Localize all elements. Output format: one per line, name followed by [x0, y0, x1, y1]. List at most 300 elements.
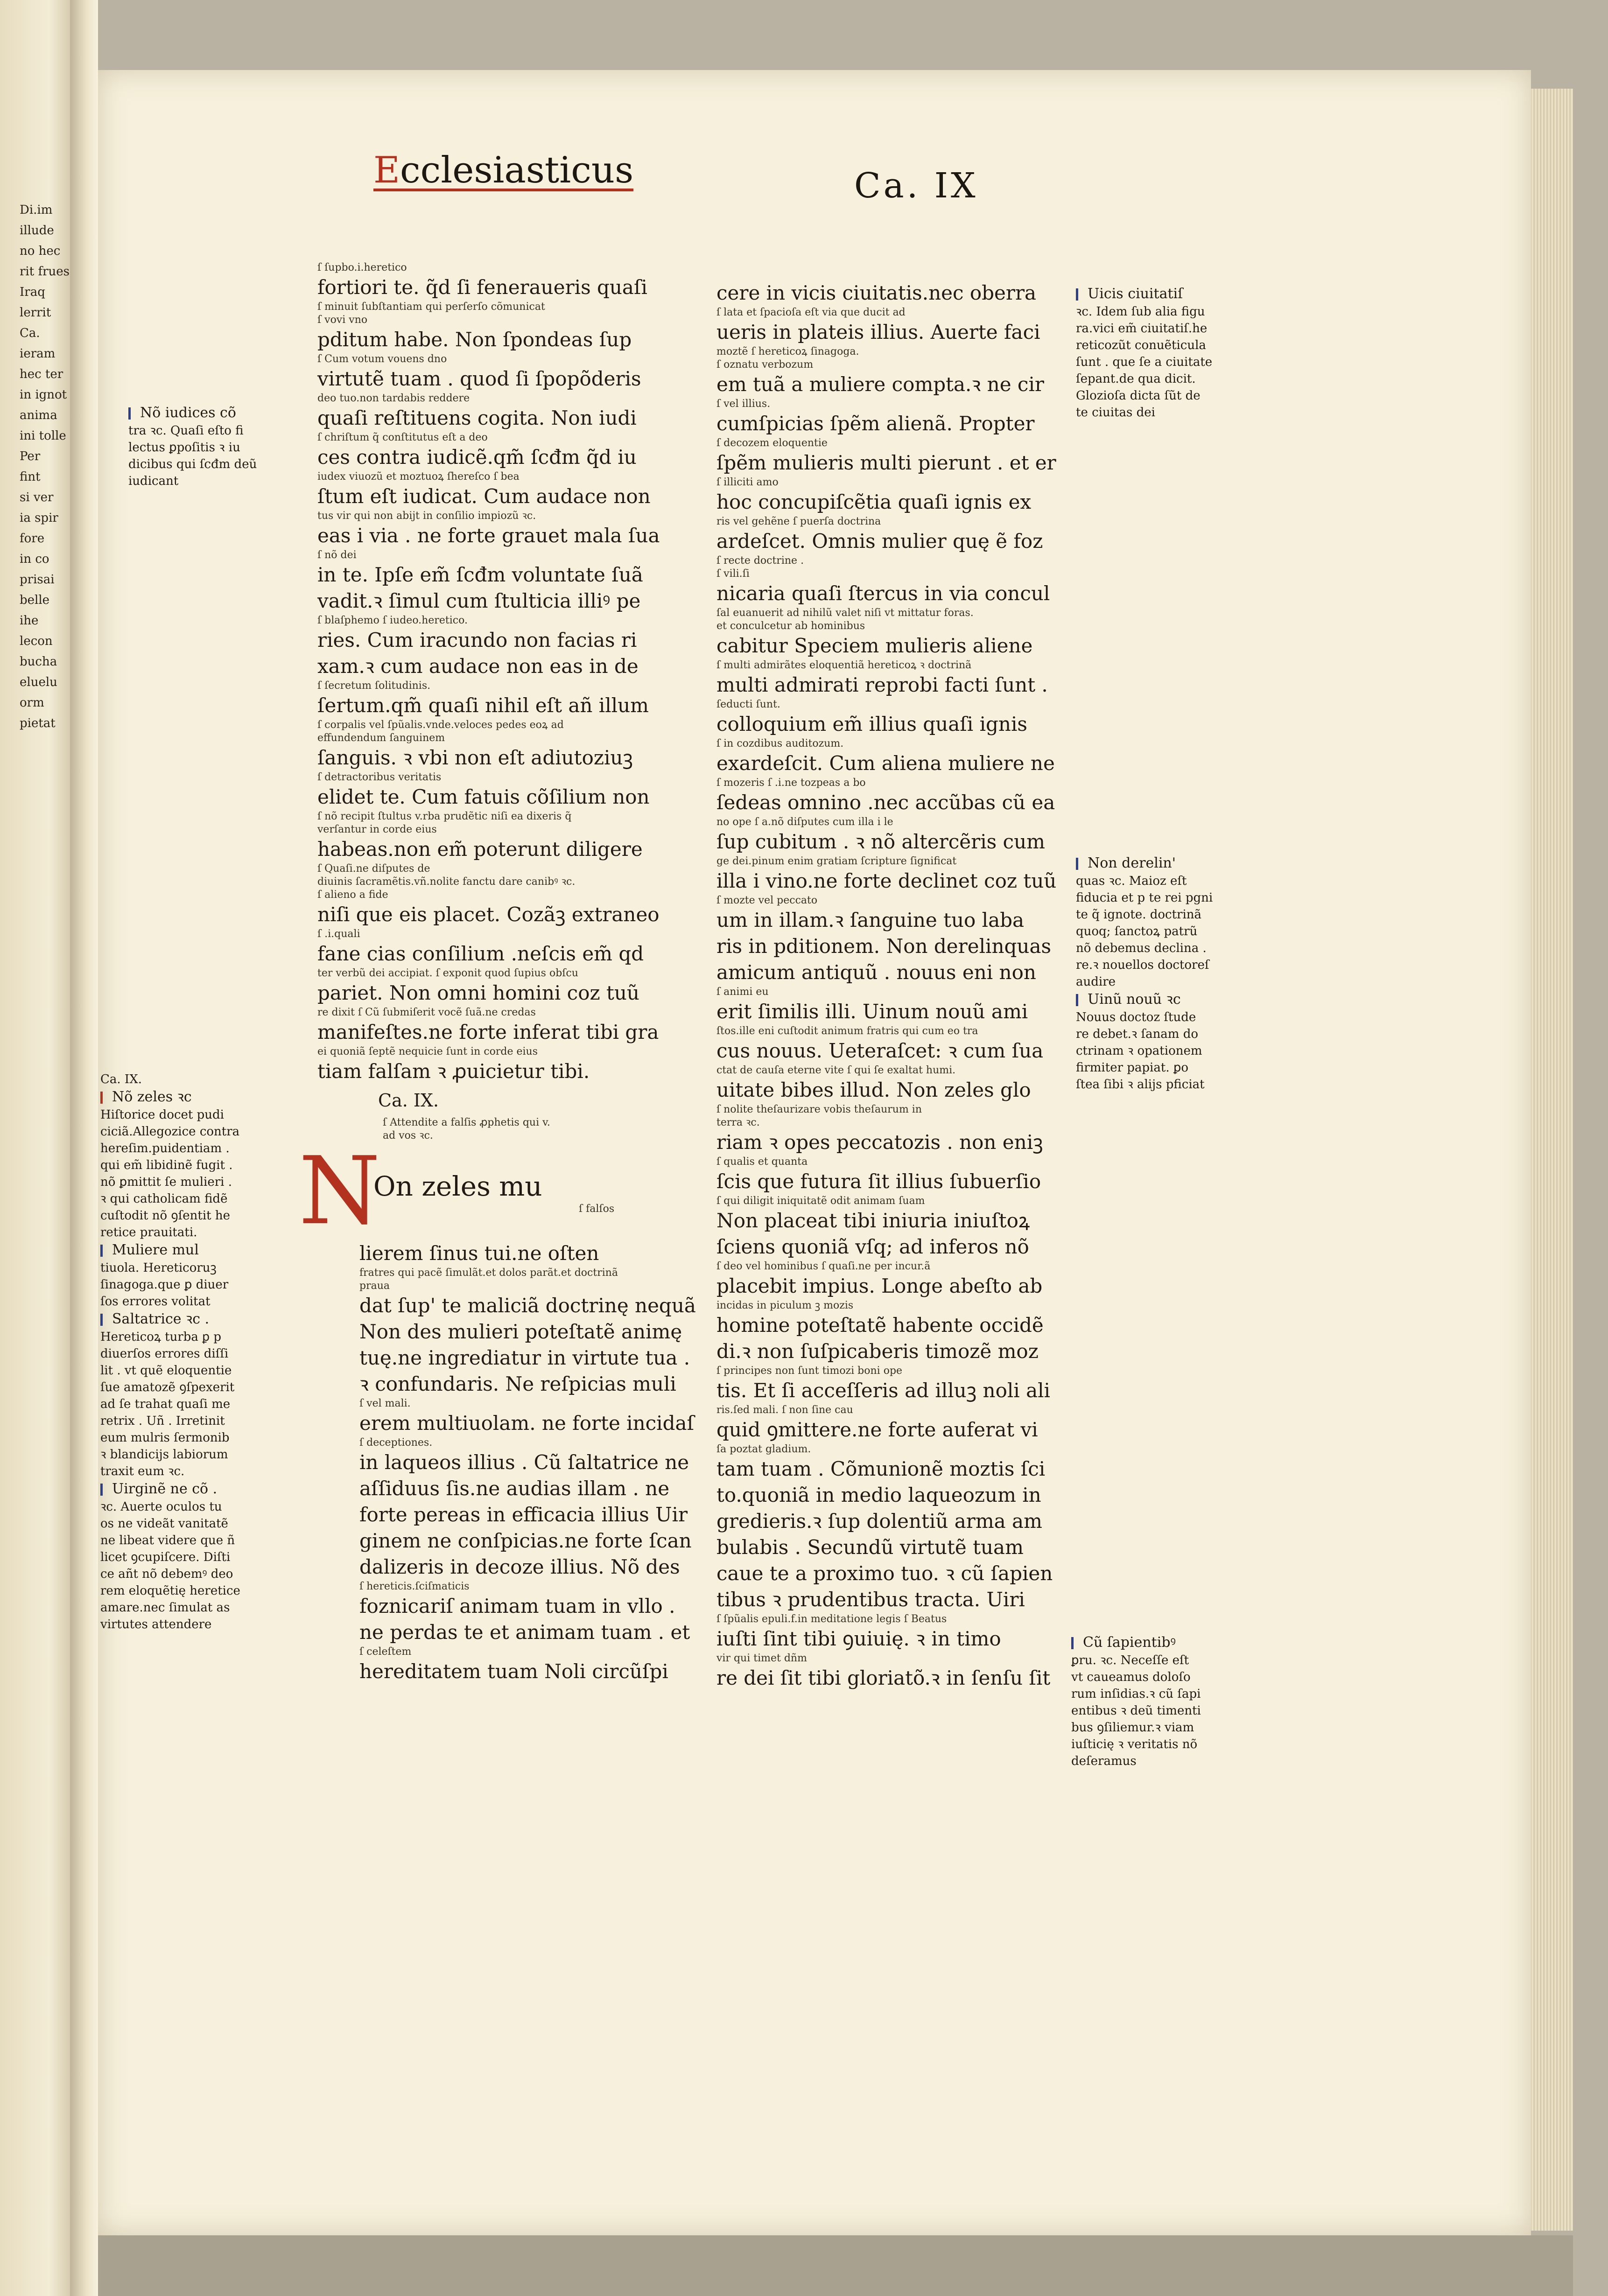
margin-text: rum inſidias.ꝛ cũ ſapi [1071, 1687, 1201, 1701]
gloss-line: ſ ſecretum ſolitudinis. [317, 680, 431, 692]
margin-text: Hiſtorice docet pudi [100, 1108, 224, 1122]
gloss-line: ſ lata et ſpacioſa eſt via que ducit ad [716, 307, 906, 318]
margin-text: qui em̃ libidinẽ fugit . [100, 1158, 233, 1172]
gloss-line: ris vel gehẽne ſ puerſa doctrina [716, 516, 881, 527]
text-line: ardeſcet. Omnis mulier quę ẽ foz [716, 530, 1043, 553]
text-line: ſpẽm mulieris multi pierunt . et er [716, 451, 1056, 474]
margin-text: Uinũ nouũ ꝛc [1088, 991, 1181, 1008]
margin-text: Nouus doctoz ſtude [1076, 1010, 1196, 1024]
margin-text: re debet.ꝛ ſanam do [1076, 1027, 1199, 1041]
margin-line [100, 1224, 240, 1241]
text-line: fortiori te. q̃d ſi feneraueris quaſi [317, 276, 647, 299]
margin-text: hereſim.puidentiam . [100, 1141, 230, 1155]
margin-text: lectus ꝑpoſitis ꝛ iu [128, 441, 240, 455]
gloss-line: ſ ſpũalis epuli.f.in meditatione legis ſ Beatus [716, 1613, 947, 1625]
text-line: um in illam.ꝛ ſanguine tuo laba [716, 909, 1025, 931]
left-page-fragment: anima [20, 408, 57, 422]
text-line: cumſpicias ſpẽm alienã. Propter [716, 412, 1035, 435]
gloss-line: ſ celeſtem [359, 1646, 412, 1658]
gloss-line: ſ nõ recipit ſtultus v.rba prudẽtic niſi ea dixeris q̃ [317, 811, 572, 822]
margin-text: ſos errores volitat [100, 1295, 211, 1309]
gloss-line: ſ illiciti amo [716, 476, 779, 488]
text-line: ſtum eſt iudicat. Cum audace non [317, 485, 651, 508]
margin-line [1076, 371, 1212, 387]
margin-line [1076, 906, 1213, 923]
margin-line [1076, 303, 1212, 320]
margin-note-right-3 [1071, 1633, 1201, 1770]
chapter-subheading: Ca. IX. [378, 1090, 439, 1111]
margin-line [1071, 1736, 1201, 1753]
margin-text: os ne videãt vanitatẽ [100, 1517, 228, 1531]
text-line: homine poteſtatẽ habente occidẽ [716, 1314, 1044, 1337]
text-line: Non placeat tibi iniuria iniuſtoꝝ [716, 1209, 1030, 1232]
gloss-line: ſ mozeris ſ .i.ne tozpeas a bo [716, 777, 866, 789]
paragraph-mark-icon [100, 1245, 109, 1257]
text-line: colloquium em̃ illius quaſi ignis [716, 713, 1027, 735]
left-page-fragment: fore [20, 532, 45, 546]
left-page-fragment: ini tolle [20, 429, 66, 443]
margin-text: nõ debemus declina . [1076, 941, 1207, 955]
book-shadow [98, 2235, 1573, 2296]
gloss-line: ſtos.ille eni cuſtodit animum fratris qui cum eo tra [716, 1025, 978, 1037]
gloss-line: et conculcetur ab hominibus [716, 620, 865, 632]
left-page-fragment: Iraq [20, 285, 45, 299]
margin-line [1076, 337, 1212, 354]
incipit-text: On zeles mu [373, 1170, 542, 1202]
margin-heading [1076, 285, 1212, 303]
gloss-line: ſ deceptiones. [359, 1437, 433, 1449]
text-line: to.quoniã in medio laqueozum in [716, 1484, 1041, 1506]
margin-line [128, 473, 257, 490]
gloss-line: ſ chriſtum q̃ conſtitutus eſt a deo [317, 432, 488, 443]
paragraph-mark-icon [1076, 858, 1085, 870]
gloss-line: terra ꝛc. [716, 1117, 760, 1128]
text-line: ginem ne conſpicias.ne forte ſcan [359, 1529, 692, 1552]
text-line: pariet. Non omni homini coz tuũ [317, 981, 639, 1004]
margin-text: traxit eum ꝛc. [100, 1464, 185, 1478]
gloss-line: diuinis ſacramẽtis.vñ.nolite fanctu dare canibꝰ ꝛc. [317, 876, 576, 888]
gloss-line: ſ corpalis vel ſpũalis.vnde.veloces pedes eoꝝ ad [317, 719, 564, 731]
margin-line [100, 1276, 240, 1293]
text-line: tam tuam . Cõmunionẽ moztis ſci [716, 1457, 1046, 1480]
chapter-heading: Ca. IX [854, 166, 978, 206]
gloss-line: ter verbũ dei accipiat. ſ exponit quod ſupius obſcu [317, 967, 578, 979]
page-edges [1531, 89, 1573, 2231]
left-page-fragment: Per [20, 449, 41, 463]
text-line: ueris in plateis illius. Auerte faci [716, 321, 1040, 343]
gloss-line: ſ multi admirãtes eloquentiã hereticoꝝ ꝛ doctrinã [716, 659, 972, 671]
margin-line [1076, 404, 1212, 421]
text-line: elidet te. Cum fatuis cõſilium non [317, 785, 650, 808]
margin-text: rem eloquẽtię heretice [100, 1584, 240, 1598]
text-line: ſup cubitum . ꝛ nõ altercẽris cum [716, 830, 1045, 853]
gloss-line: iudex viuozũ et moztuoꝝ ſhereſco ſ bea [317, 471, 520, 483]
margin-text: nõ ꝑmittit ſe mulieri . [100, 1175, 232, 1189]
margin-line [1071, 1719, 1201, 1736]
text-line: ſanguis. ꝛ vbi non eſt adiutoziuꝫ [317, 746, 633, 769]
margin-line [1076, 1076, 1213, 1093]
text-line: quaſi reſtituens cogita. Non iudi [317, 406, 637, 429]
text-line: amicum antiquũ . nouus eni non [716, 961, 1036, 984]
margin-text: ꝛ blandicijs labiorum [100, 1448, 228, 1462]
gloss-line: ſ falſos [579, 1203, 615, 1215]
text-line: dat ſup' te maliciã doctrinę nequã [359, 1294, 696, 1317]
margin-text: ne libeat videre que ñ [100, 1533, 235, 1547]
margin-line [1076, 1043, 1213, 1059]
margin-text: lit . vt quẽ eloquentie [100, 1364, 232, 1378]
text-line: uitate bibes illud. Non zeles glo [716, 1078, 1031, 1101]
margin-text: audire [1076, 975, 1116, 989]
text-line: manifeſtes.ne forte inferat tibi gra [317, 1021, 659, 1043]
margin-line [100, 1190, 240, 1207]
margin-heading [128, 404, 257, 422]
text-line: tiam falſam ꝛ ꝓuicietur tibi. [317, 1060, 590, 1083]
margin-line [1076, 1026, 1213, 1043]
text-column-right [716, 280, 1057, 1691]
text-line: riam ꝛ opes peccatozis . non eniꝫ [716, 1131, 1043, 1154]
text-line: exardeſcit. Cum aliena muliere ne [716, 752, 1055, 775]
margin-text: Glozioſa dicta ſũt de [1076, 389, 1201, 403]
margin-line [1076, 889, 1213, 906]
left-page-fragment: no hec [20, 244, 61, 258]
margin-line [100, 1463, 240, 1480]
column-left-lines [317, 261, 660, 1085]
gloss-line: ſ qui diligit iniquitatẽ odit animam ſuam [716, 1195, 925, 1207]
margin-text: ctrinam ꝛ opationem [1076, 1044, 1202, 1058]
gloss-line: ſ alieno a fide [317, 889, 388, 901]
text-line: di.ꝛ non ſuſpicaberis timozẽ moz [716, 1340, 1039, 1363]
book-gutter [70, 0, 98, 2296]
paragraph-mark-icon [100, 1092, 109, 1104]
margin-line [1071, 1669, 1201, 1686]
left-page-fragment: bucha [20, 655, 57, 669]
margin-text: Nõ iudices cõ [140, 405, 236, 421]
gloss-line: ſ mozte vel peccato [716, 895, 818, 906]
margin-note-left-2 [100, 1071, 240, 1633]
paragraph-mark-icon [1076, 288, 1085, 301]
text-line: vadit.ꝛ ſimul cum ſtulticia illiꝰ pe [317, 589, 641, 612]
margin-text: re.ꝛ nouellos doctoreſ [1076, 958, 1209, 972]
paragraph-mark-icon [1071, 1637, 1080, 1649]
margin-text: Hereticoꝝ turba ꝑ p [100, 1330, 222, 1344]
margin-heading [100, 1480, 240, 1498]
gloss-line: ei quoniã ſeptẽ nequicie ſunt in corde eius [317, 1046, 538, 1057]
left-page-fragment: prisai [20, 573, 55, 587]
margin-text: virtutes attendere [100, 1617, 212, 1631]
margin-line [128, 456, 257, 473]
gloss-line: ſ animi eu [716, 986, 769, 998]
left-page-fragment: lecon [20, 634, 53, 648]
gloss-line: verſantur in corde eius [317, 824, 437, 835]
left-page-fragment: ieram [20, 347, 56, 361]
gloss-line: deo tuo.non tardabis reddere [317, 392, 470, 404]
margin-note-left-1 [128, 404, 257, 490]
margin-line [128, 439, 257, 456]
margin-text: ra.vici em̃ ciuitatiſ.he [1076, 322, 1208, 336]
margin-text: te ciuitas dei [1076, 406, 1155, 420]
text-line: cere in vicis ciuitatis.nec oberra [716, 281, 1037, 304]
left-page-fragment: Di.im [20, 203, 53, 217]
gloss-line: ſ blaſphemo ſ iudeo.heretico. [317, 615, 468, 626]
section-lines [359, 1240, 696, 1685]
gloss-line: ge dei.pinum enim gratiam ſcripture ſignificat [716, 855, 957, 867]
margin-heading [100, 1088, 240, 1106]
margin-line [1076, 873, 1213, 889]
text-line: niſi que eis placet. Cozãꝫ extraneo [317, 903, 660, 926]
left-page-fragment: pietat [20, 716, 56, 730]
gloss-line: ſ vovi vno [317, 314, 368, 326]
margin-text: fiducia et p te rei pgni [1076, 891, 1213, 905]
margin-text: tra ꝛc. Quaſi eſto fi [128, 424, 244, 438]
margin-line [100, 1582, 240, 1599]
text-line: in laqueos illius . Cũ ſaltatrice ne [359, 1451, 689, 1474]
margin-heading [100, 1310, 240, 1329]
gloss-line: vir qui timet dñm [716, 1652, 807, 1664]
margin-text: quoq; ſanctoꝝ patrũ [1076, 924, 1198, 938]
text-line: em tuã a muliere compta.ꝛ ne cir [716, 373, 1044, 396]
margin-text: ſunt . que ſe a ciuitate [1076, 355, 1213, 369]
margin-heading [100, 1241, 240, 1260]
margin-text: Uirginẽ ne cõ . [112, 1481, 218, 1497]
margin-text: amare.nec ſimulat as [100, 1601, 230, 1615]
gloss-line: ſ Quaſi.ne diſputes de [317, 863, 430, 875]
gloss-line: ſ minuit ſubſtantiam qui perſerſo cõmunicat [317, 301, 545, 313]
margin-line [100, 1140, 240, 1157]
margin-text: vt caueamus doloſo [1071, 1670, 1191, 1684]
margin-text: ſtea ſibi ꝛ alijs pficiat [1076, 1078, 1205, 1092]
decorated-initial: N [299, 1137, 380, 1246]
column-right-lines [716, 280, 1057, 1691]
text-line: ries. Cum iracundo non facias ri [317, 629, 637, 651]
gloss-line: ſ vili.ſi [716, 568, 750, 580]
margin-line [1071, 1686, 1201, 1702]
margin-heading [1076, 854, 1213, 873]
margin-line [128, 422, 257, 439]
margin-line [100, 1549, 240, 1566]
margin-text: Non derelin' [1088, 855, 1176, 871]
text-line: hoc concupiſcẽtia quaſi ignis ex [716, 490, 1032, 513]
text-line: placebit impius. Longe abeſto ab [716, 1274, 1043, 1297]
text-line: cus nouus. Ueteraſcet: ꝛ cum ſua [716, 1039, 1044, 1062]
margin-line [100, 1106, 240, 1123]
left-page-edge [0, 0, 70, 2296]
margin-text: Uicis ciuitatiſ [1088, 286, 1183, 302]
text-line: gredieris.ꝛ ſup dolentiũ arma am [716, 1510, 1042, 1533]
text-line: erem multiuolam. ne forte incidaſ [359, 1412, 695, 1435]
text-line: ſcis que futura ſit illius ſubuerſio [716, 1170, 1041, 1193]
margin-text: entibus ꝛ deũ timenti [1071, 1704, 1201, 1718]
margin-heading [1071, 1633, 1201, 1652]
gloss-line: ſ oznatu verbozum [716, 359, 814, 371]
gloss-line: fratres qui pacẽ ſimulãt.et dolos parãt.et doctrinã [359, 1267, 618, 1279]
margin-text: ſepant.de qua dicit. [1076, 372, 1196, 386]
margin-line [100, 1515, 240, 1532]
left-page-fragment: rit frues [20, 265, 70, 279]
margin-line [1076, 923, 1213, 940]
margin-line [100, 1396, 240, 1413]
left-page-fragment: in co [20, 552, 49, 566]
gloss-line: ad vos ꝛc. [383, 1130, 433, 1141]
margin-text: Muliere mul [112, 1242, 199, 1258]
left-page-fragment: hec ter [20, 367, 63, 381]
margin-text: ꝑru. ꝛc. Neceſſe eſt [1071, 1653, 1189, 1667]
margin-text: reticozũt conuẽticula [1076, 338, 1206, 352]
gloss-line: ſ in cozdibus auditozum. [716, 738, 844, 749]
margin-line [1076, 940, 1213, 957]
margin-text: ad ſe trahat quaſi me [100, 1397, 231, 1411]
text-line: tuę.ne ingrediatur in virtute tua . [359, 1346, 690, 1369]
paragraph-mark-icon [100, 1314, 109, 1326]
margin-text: Ca. IX. [100, 1072, 142, 1086]
margin-line [100, 1345, 240, 1362]
left-page-fragment: illude [20, 224, 54, 238]
margin-text: te q̃ ignote. doctrinã [1076, 908, 1202, 922]
margin-line [100, 1532, 240, 1549]
gloss-line: ris.ſed mali. ſ non ſine cau [716, 1404, 853, 1416]
text-line: dalizeris in decoze illius. Nõ des [359, 1555, 680, 1578]
gloss-line: ſa poztat gladium. [716, 1443, 811, 1455]
margin-text: ſinagoga.que ꝑ diuer [100, 1278, 229, 1292]
margin-line [100, 1413, 240, 1429]
text-line: Non des mulieri poteſtatẽ animę [359, 1320, 682, 1343]
left-page-fragment: Ca. [20, 326, 40, 340]
margin-line [1071, 1652, 1201, 1669]
gloss-line: incidas in piculum ꝫ mozis [716, 1300, 854, 1311]
gloss-line: ſ nolite theſaurizare vobis theſaurum in [716, 1104, 922, 1115]
margin-line [100, 1446, 240, 1463]
margin-line [100, 1362, 240, 1379]
margin-line [1076, 354, 1212, 371]
text-line: foznicariſ animam tuam in vllo . [359, 1595, 675, 1617]
gloss-line: ſ principes non ſunt timozi boni ope [716, 1365, 903, 1377]
gloss-line: ſ detractoribus veritatis [317, 771, 442, 783]
margin-text: eum mulris ſermonib [100, 1431, 230, 1445]
gloss-line: ſ deo vel hominibus ſ quaſi.ne per incur.ã [716, 1260, 931, 1272]
text-line: habeas.non em̃ poterunt diligere [317, 838, 643, 861]
text-line: ne perdas te et animam tuam . et [359, 1621, 690, 1644]
text-line: ꝛ confundaris. Ne reſpicias muli [359, 1372, 676, 1395]
margin-text: licet ꝯcupiſcere. Diſti [100, 1550, 231, 1564]
margin-text: deſeramus [1071, 1754, 1137, 1768]
text-line: illa i vino.ne forte declinet coz tuũ [716, 869, 1057, 892]
text-line: ris in pditionem. Non derelinquas [716, 935, 1052, 958]
left-page-fragment: ia spir [20, 511, 58, 525]
margin-line [100, 1498, 240, 1515]
text-line: in te. Ipſe em̃ ſcđm voluntate ſuã [317, 563, 643, 586]
text-line: bulabis . Secundũ virtutẽ tuam [716, 1536, 1024, 1559]
left-page-fragment: in ignot [20, 388, 67, 402]
margin-text: Nõ zeles ꝛc [112, 1089, 192, 1105]
margin-text: ſue amatozẽ ꝯſpexerit [100, 1380, 235, 1394]
margin-line [100, 1157, 240, 1174]
margin-line [1071, 1753, 1201, 1770]
margin-line [1076, 320, 1212, 337]
gloss-line: ſ qualis et quanta [716, 1156, 808, 1168]
margin-text: firmiter papiat. ꝑo [1076, 1061, 1189, 1075]
left-page-fragment: fint [20, 470, 41, 484]
text-line: iuſti ſint tibi ꝯuiuię. ꝛ in timo [716, 1627, 1001, 1650]
gloss-line: praua [359, 1280, 390, 1292]
text-line: fane cias conſilium .neſcis em̃ qd [317, 942, 644, 965]
gloss-line: ſ nõ dei [317, 549, 357, 561]
gloss-line: ſ vel mali. [359, 1398, 411, 1409]
margin-line [100, 1599, 240, 1616]
margin-text: Saltatrice ꝛc . [112, 1311, 210, 1327]
text-line: cabitur Speciem mulieris aliene [716, 634, 1033, 657]
gloss-line: ſ recte doctrine . [716, 555, 804, 567]
text-line: caue te a proximo tuo. ꝛ cũ ſapien [716, 1562, 1053, 1585]
gloss-line: ſ ſupbo.i.heretico [317, 262, 407, 273]
gloss-line: re dixit ſ Cũ ſubmiſerit vocẽ ſuã.ne credas [317, 1007, 536, 1018]
margin-line [1076, 387, 1212, 404]
text-line: quid ꝯmittere.ne forte auferat vi [716, 1418, 1038, 1441]
margin-line [100, 1293, 240, 1310]
margin-text: tiuola. Hereticoruꝫ [100, 1261, 217, 1275]
margin-line [100, 1174, 240, 1190]
gloss-line: ſeducti ſunt. [716, 699, 780, 710]
margin-note-right-2 [1076, 854, 1213, 1093]
margin-line [1076, 957, 1213, 973]
margin-line [1076, 973, 1213, 990]
margin-text: ꝛc. Auerte oculos tu [100, 1500, 222, 1514]
gloss-line: effundendum ſanguinem [317, 732, 445, 744]
text-line: forte pereas in efficacia illius Uir [359, 1503, 688, 1526]
paragraph-mark-icon [1076, 994, 1085, 1006]
text-line: aſſiduus ſis.ne audias illam . ne [359, 1477, 670, 1500]
text-line: erit ſimilis illi. Uinum nouũ ami [716, 1000, 1028, 1023]
left-page-fragment: eluelu [20, 675, 57, 689]
margin-text: ce añt nõ debemꝰ deo [100, 1567, 233, 1581]
text-line: pditum habe. Non ſpondeas ſup [317, 328, 632, 351]
text-line: eas i via . ne forte grauet mala ſua [317, 524, 660, 547]
left-page-fragment: ihe [20, 614, 39, 628]
paragraph-mark-icon [100, 1484, 109, 1496]
margin-line [100, 1566, 240, 1582]
margin-text: iuſticię ꝛ veritatis nõ [1071, 1737, 1198, 1751]
text-line: tibus ꝛ prudentibus tracta. Uiri [716, 1588, 1025, 1611]
text-line: ſciens quoniã vſq; ad inferos nõ [716, 1235, 1029, 1258]
initial-block [299, 1137, 644, 1246]
text-line: nicaria quaſi ſtercus in via concul [716, 582, 1050, 605]
running-title [373, 149, 633, 191]
gloss-line: ſ decozem eloquentie [716, 437, 828, 449]
margin-text: diuerſos errores diſſi [100, 1347, 229, 1361]
text-line: tis. Et ſi acceſſeris ad illuꝫ noli ali [716, 1379, 1050, 1402]
left-page-fragment: belle [20, 593, 50, 607]
margin-line [1076, 1009, 1213, 1026]
text-line: lierem ſinus tui.ne oſten [359, 1242, 599, 1265]
left-page-fragment: orm [20, 696, 44, 710]
margin-text: cuſtodit nõ ꝯſentit he [100, 1209, 230, 1223]
margin-heading [1076, 990, 1213, 1009]
gloss-line: ſal euanuerit ad nihilũ valet niſi vt mittatur foras. [716, 607, 974, 619]
text-line: re dei ſit tibi gloriatõ.ꝛ in ſenſu ſit [716, 1666, 1051, 1689]
text-line: ſedeas omnino .nec accũbas cũ ea [716, 791, 1055, 814]
margin-line [100, 1616, 240, 1633]
margin-line [100, 1123, 240, 1140]
margin-line [100, 1379, 240, 1396]
margin-text: iudicant [128, 474, 179, 488]
margin-text: quas ꝛc. Maioz eſt [1076, 874, 1187, 888]
margin-text: retice prauitati. [100, 1225, 197, 1239]
text-line: multi admirati reprobi facti ſunt . [716, 673, 1048, 696]
gloss-line: ſ vel illius. [716, 398, 771, 410]
margin-text: retrix . Uñ . Irretinit [100, 1414, 225, 1428]
gloss-line: ſ Attendite a falſis ꝓphetis qui v. [383, 1117, 550, 1128]
margin-text: ꝛ qui catholicam fidẽ [100, 1192, 228, 1206]
left-page-fragment: si ver [20, 490, 54, 504]
text-line: hereditatem tuam Noli circũſpi [359, 1660, 668, 1683]
